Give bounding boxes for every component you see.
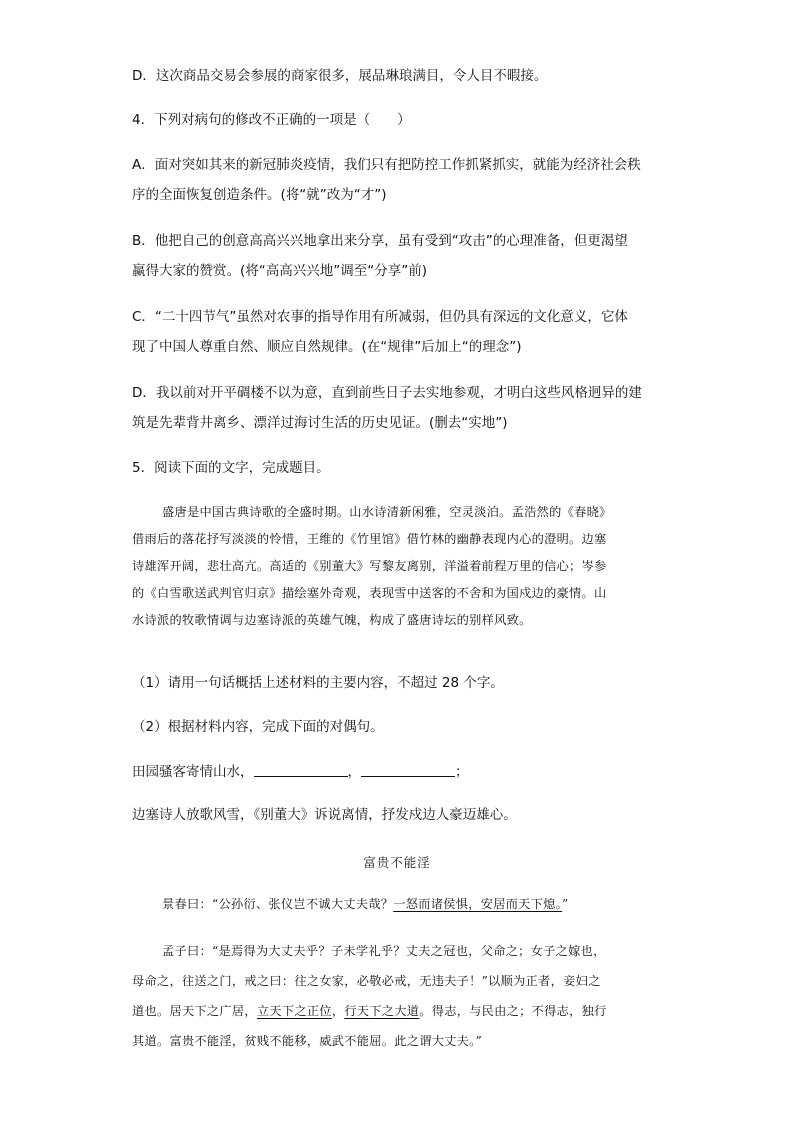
classical-underlined: 立天下之正位 xyxy=(256,1004,332,1018)
q5-sub2: （2）根据材料内容，完成下面的对偶句。 xyxy=(132,719,384,735)
classical-para1-prefix: 景春曰：“公孙衍、张仪岂不诚大丈夫哉？ xyxy=(162,897,394,911)
couplet-separator: ， xyxy=(347,764,361,780)
q5-stem: 5．阅读下面的文字，完成题目。 xyxy=(132,460,330,476)
q5-passage-line: 的《白雪歌送武判官归京》描绘塞外奇观，表现雪中送客的不舍和为国戍边的豪情。山 xyxy=(132,586,607,600)
answer-blank-1[interactable] xyxy=(254,764,348,777)
q5-passage-line: 诗雄浑开阔，悲壮高亢。高适的《别董大》写黎友离别，洋溢着前程万里的信心；岑参 xyxy=(132,559,607,573)
q5-passage-line: 盛唐是中国古典诗歌的全盛时期。山水诗清新闲雅，空灵淡泊。孟浩然的《春晓》 xyxy=(162,505,612,519)
q4-option-c-line2: 现了中国人尊重自然、顺应自然规律。(在“规律”后加上“的理念”) xyxy=(132,339,522,355)
classical-text: 道也。居天下之广居， xyxy=(132,1004,257,1018)
couplet-end: ； xyxy=(455,764,469,780)
q5-passage-line: 借雨后的落花抒写淡淡的怜惜，王维的《竹里馆》借竹林的幽静表现内心的澄明。边塞 xyxy=(132,532,607,546)
q5-passage-line: 水诗派的牧歌情调与边塞诗派的英雄气魄，构成了盛唐诗坛的别样风致。 xyxy=(132,613,532,627)
q4-option-b-line1: B．他把自己的创意高高兴兴地拿出来分享，虽有受到“攻击”的心理准备，但更渴望 xyxy=(132,233,628,249)
answer-blank-2[interactable] xyxy=(361,764,455,777)
q5-sub1: （1）请用一句话概括上述材料的主要内容，不超过 28 个字。 xyxy=(132,675,504,691)
q4-option-a-line1: A．面对突如其来的新冠肺炎疫情，我们只有把防控工作抓紧抓实，就能为经济社会秩 xyxy=(132,157,641,173)
couplet-line1 xyxy=(132,763,672,781)
couplet-prefix: 田园骚客寄情山水， xyxy=(132,764,254,780)
classical-para2-line xyxy=(132,1002,607,1020)
q4-option-d-line1: D．我以前对开平碉楼不以为意，直到前些日子去实地参观，才明白这些风格迥异的建 xyxy=(132,385,642,401)
classical-para1-suffix: ” xyxy=(562,897,569,911)
classical-para2-line: 母命之，往送之门，戒之曰：往之女家，必敬必戒，无违夫子！”以顺为正者，妾妇之 xyxy=(132,974,601,988)
couplet-line2: 边塞诗人放歌风雪，《别董大》诉说离情，抒发戍边人豪迈雄心。 xyxy=(132,807,517,823)
q3-option-d: D．这次商品交易会参展的商家很多，展品琳琅满目，令人目不暇接。 xyxy=(132,68,548,84)
classical-underlined: 行天下之大道 xyxy=(344,1004,420,1018)
classical-para2-line: 孟子曰：“是焉得为大丈夫乎？子未学礼乎？丈夫之冠也，父命之；女子之嫁也， xyxy=(162,944,606,958)
classical-text: 。得志，与民由之；不得志，独行 xyxy=(419,1004,607,1018)
classical-para2-line: 其道。富贵不能淫，贫贱不能移，威武不能屈。此之谓大丈夫。” xyxy=(132,1034,483,1048)
q4-stem: 4．下列对病句的修改不正确的一项是（ ） xyxy=(132,112,411,128)
q4-option-d-line2: 筑是先辈背井离乡、漂洋过海讨生活的历史见证。(删去“实地”) xyxy=(132,415,508,431)
q4-option-c-line1: C．“二十四节气”虽然对农事的指导作用有所减弱，但仍具有深远的文化意义，它体 xyxy=(132,309,628,325)
classical-title: 富贵不能淫 xyxy=(363,855,431,870)
classical-text: ， xyxy=(331,1004,345,1018)
classical-para1 xyxy=(162,895,569,913)
q4-option-a-line2: 序的全面恢复创造条件。(将“就”改为“才”) xyxy=(132,187,387,203)
classical-para1-underlined: 一怒而诸侯惧，安居而天下熄。 xyxy=(393,897,563,911)
q4-option-b-line2: 赢得大家的赞赏。(将“高高兴兴地”调至“分享”前) xyxy=(132,263,428,279)
